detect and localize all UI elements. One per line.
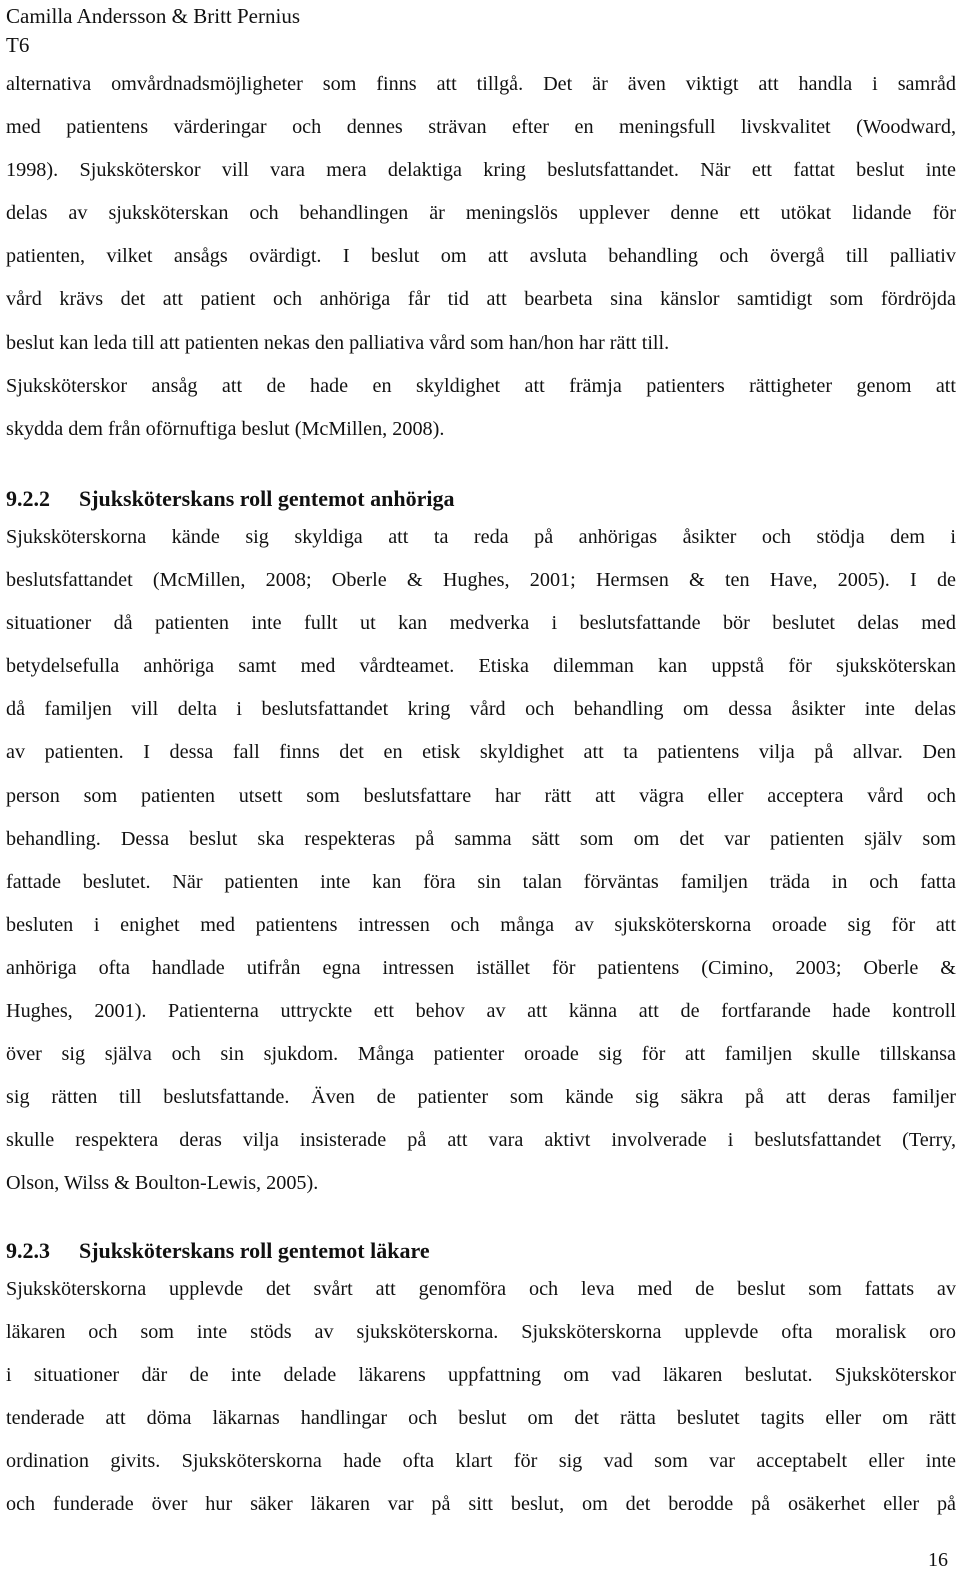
paragraph-line: anhöriga ofta handlade utifrån egna intressen istället för patientens (Cimino, 2003; Oberle & — [6, 956, 956, 979]
paragraph-line: fattade beslutet. När patienten inte kan föra sin talan förväntas familjen träda in och fatta — [6, 870, 956, 893]
section-heading-923 — [6, 1237, 430, 1265]
paragraph-line: 1998). Sjuksköterskor vill vara mera delaktiga kring beslutsfattandet. När ett fattat beslut inte — [6, 159, 956, 182]
section-title: Sjuksköterskans roll gentemot anhöriga — [79, 486, 455, 511]
paragraph-line: Hughes, 2001). Patienterna uttryckte ett behov av att känna att de fortfarande hade kontroll — [6, 1000, 956, 1023]
paragraph-line: i situationer där de inte delade läkarens uppfattning om vad läkaren beslutat. Sjuksköterskor — [6, 1364, 956, 1387]
paragraph-line: beslut kan leda till att patienten nekas den palliativa vård som han/hon har rätt till. — [6, 331, 670, 354]
paragraph-line: Sjuksköterskorna kände sig skyldiga att ta reda på anhörigas åsikter och stödja dem i — [6, 526, 956, 548]
paragraph-line: besluten i enighet med patientens intressen och många av sjuksköterskorna oroade sig för att — [6, 913, 956, 936]
paragraph-line: betydelsefulla anhöriga samt med vårdteamet. Etiska dilemman kan uppstå för sjuksköterskan — [6, 655, 956, 678]
paragraph-line: Sjuksköterskorna upplevde det svårt att genomföra och leva med de beslut som fattats av — [6, 1278, 956, 1300]
page-header — [6, 2, 300, 60]
paragraph-line: tenderade att döma läkarnas handlingar och beslut om det rätta beslutet tagits eller om rätt — [6, 1407, 956, 1430]
paragraph-line: patienten, vilket ansågs ovärdigt. I beslut om att avsluta behandling och övergå till palliativ — [6, 245, 956, 268]
section-number: 9.2.3 — [6, 1238, 50, 1263]
paragraph-line: delas av sjuksköterskan och behandlingen är meningslös upplever denne ett utökat lidande för — [6, 202, 956, 225]
paragraph-line: av patienten. I dessa fall finns det en etisk skyldighet att ta patientens vilja på allvar. Den — [6, 741, 956, 764]
paragraph-line: vård krävs det att patient och anhöriga får tid att bearbeta sina känslor samtidigt som fördröjda — [6, 288, 956, 311]
section-number: 9.2.2 — [6, 486, 50, 511]
paragraph-line: och funderade över hur säker läkaren var på sitt beslut, om det berodde på osäkerhet eller på — [6, 1493, 956, 1516]
paragraph-line: då familjen vill delta i beslutsfattandet kring vård och behandling om dessa åsikter inte delas — [6, 698, 956, 721]
section-923-paragraph — [6, 1268, 956, 1527]
paragraph-line: person som patienten utsett som beslutsfattare har rätt att vägra eller acceptera vård och — [6, 784, 956, 807]
paragraph-line: skulle respektera deras vilja insisterade på att vara aktivt involverade i beslutsfattandet (Terry, — [6, 1129, 956, 1152]
paragraph-line: med patientens värderingar och dennes strävan efter en meningsfull livskvalitet (Woodward, — [6, 116, 956, 139]
header-authors: Camilla Andersson & Britt Pernius — [6, 4, 300, 28]
section-heading-922 — [6, 485, 454, 513]
paragraph-line: Olson, Wilss & Boulton-Lewis, 2005). — [6, 1172, 319, 1195]
section-title: Sjuksköterskans roll gentemot läkare — [79, 1238, 430, 1263]
page-number: 16 — [928, 1549, 948, 1571]
paragraph-line: över sig själva och sin sjukdom. Många patienter oroade sig för att familjen skulle tillskansa — [6, 1043, 956, 1066]
section-922-paragraph — [6, 516, 956, 1206]
paragraph-line: Sjuksköterskor ansåg att de hade en skyldighet att främja patienters rättigheter genom att — [6, 374, 956, 397]
paragraph-line: beslutsfattandet (McMillen, 2008; Oberle & Hughes, 2001; Hermsen & ten Have, 2005). I de — [6, 569, 956, 592]
paragraph-line: situationer då patienten inte fullt ut kan medverka i beslutsfattande bör beslutet delas med — [6, 612, 956, 635]
paragraph-line: sig rätten till beslutsfattande. Även de patienter som kände sig säkra på att deras familjer — [6, 1086, 956, 1109]
paragraph-line: skydda dem från oförnuftiga beslut (McMillen, 2008). — [6, 417, 445, 440]
paragraph-line: ordination givits. Sjuksköterskorna hade ofta klart för sig vad som var acceptabelt eller inte — [6, 1450, 956, 1473]
paragraph-line: läkaren och som inte stöds av sjuksköterskorna. Sjuksköterskorna upplevde ofta moralisk oro — [6, 1321, 956, 1344]
paragraph-line: behandling. Dessa beslut ska respekteras på samma sätt som om det var patienten själv som — [6, 827, 956, 850]
header-code: T6 — [6, 33, 30, 57]
paragraph-line: alternativa omvårdnadsmöjligheter som finns att tillgå. Det är även viktigt att handla i samråd — [6, 73, 956, 95]
intro-paragraph — [6, 63, 956, 451]
